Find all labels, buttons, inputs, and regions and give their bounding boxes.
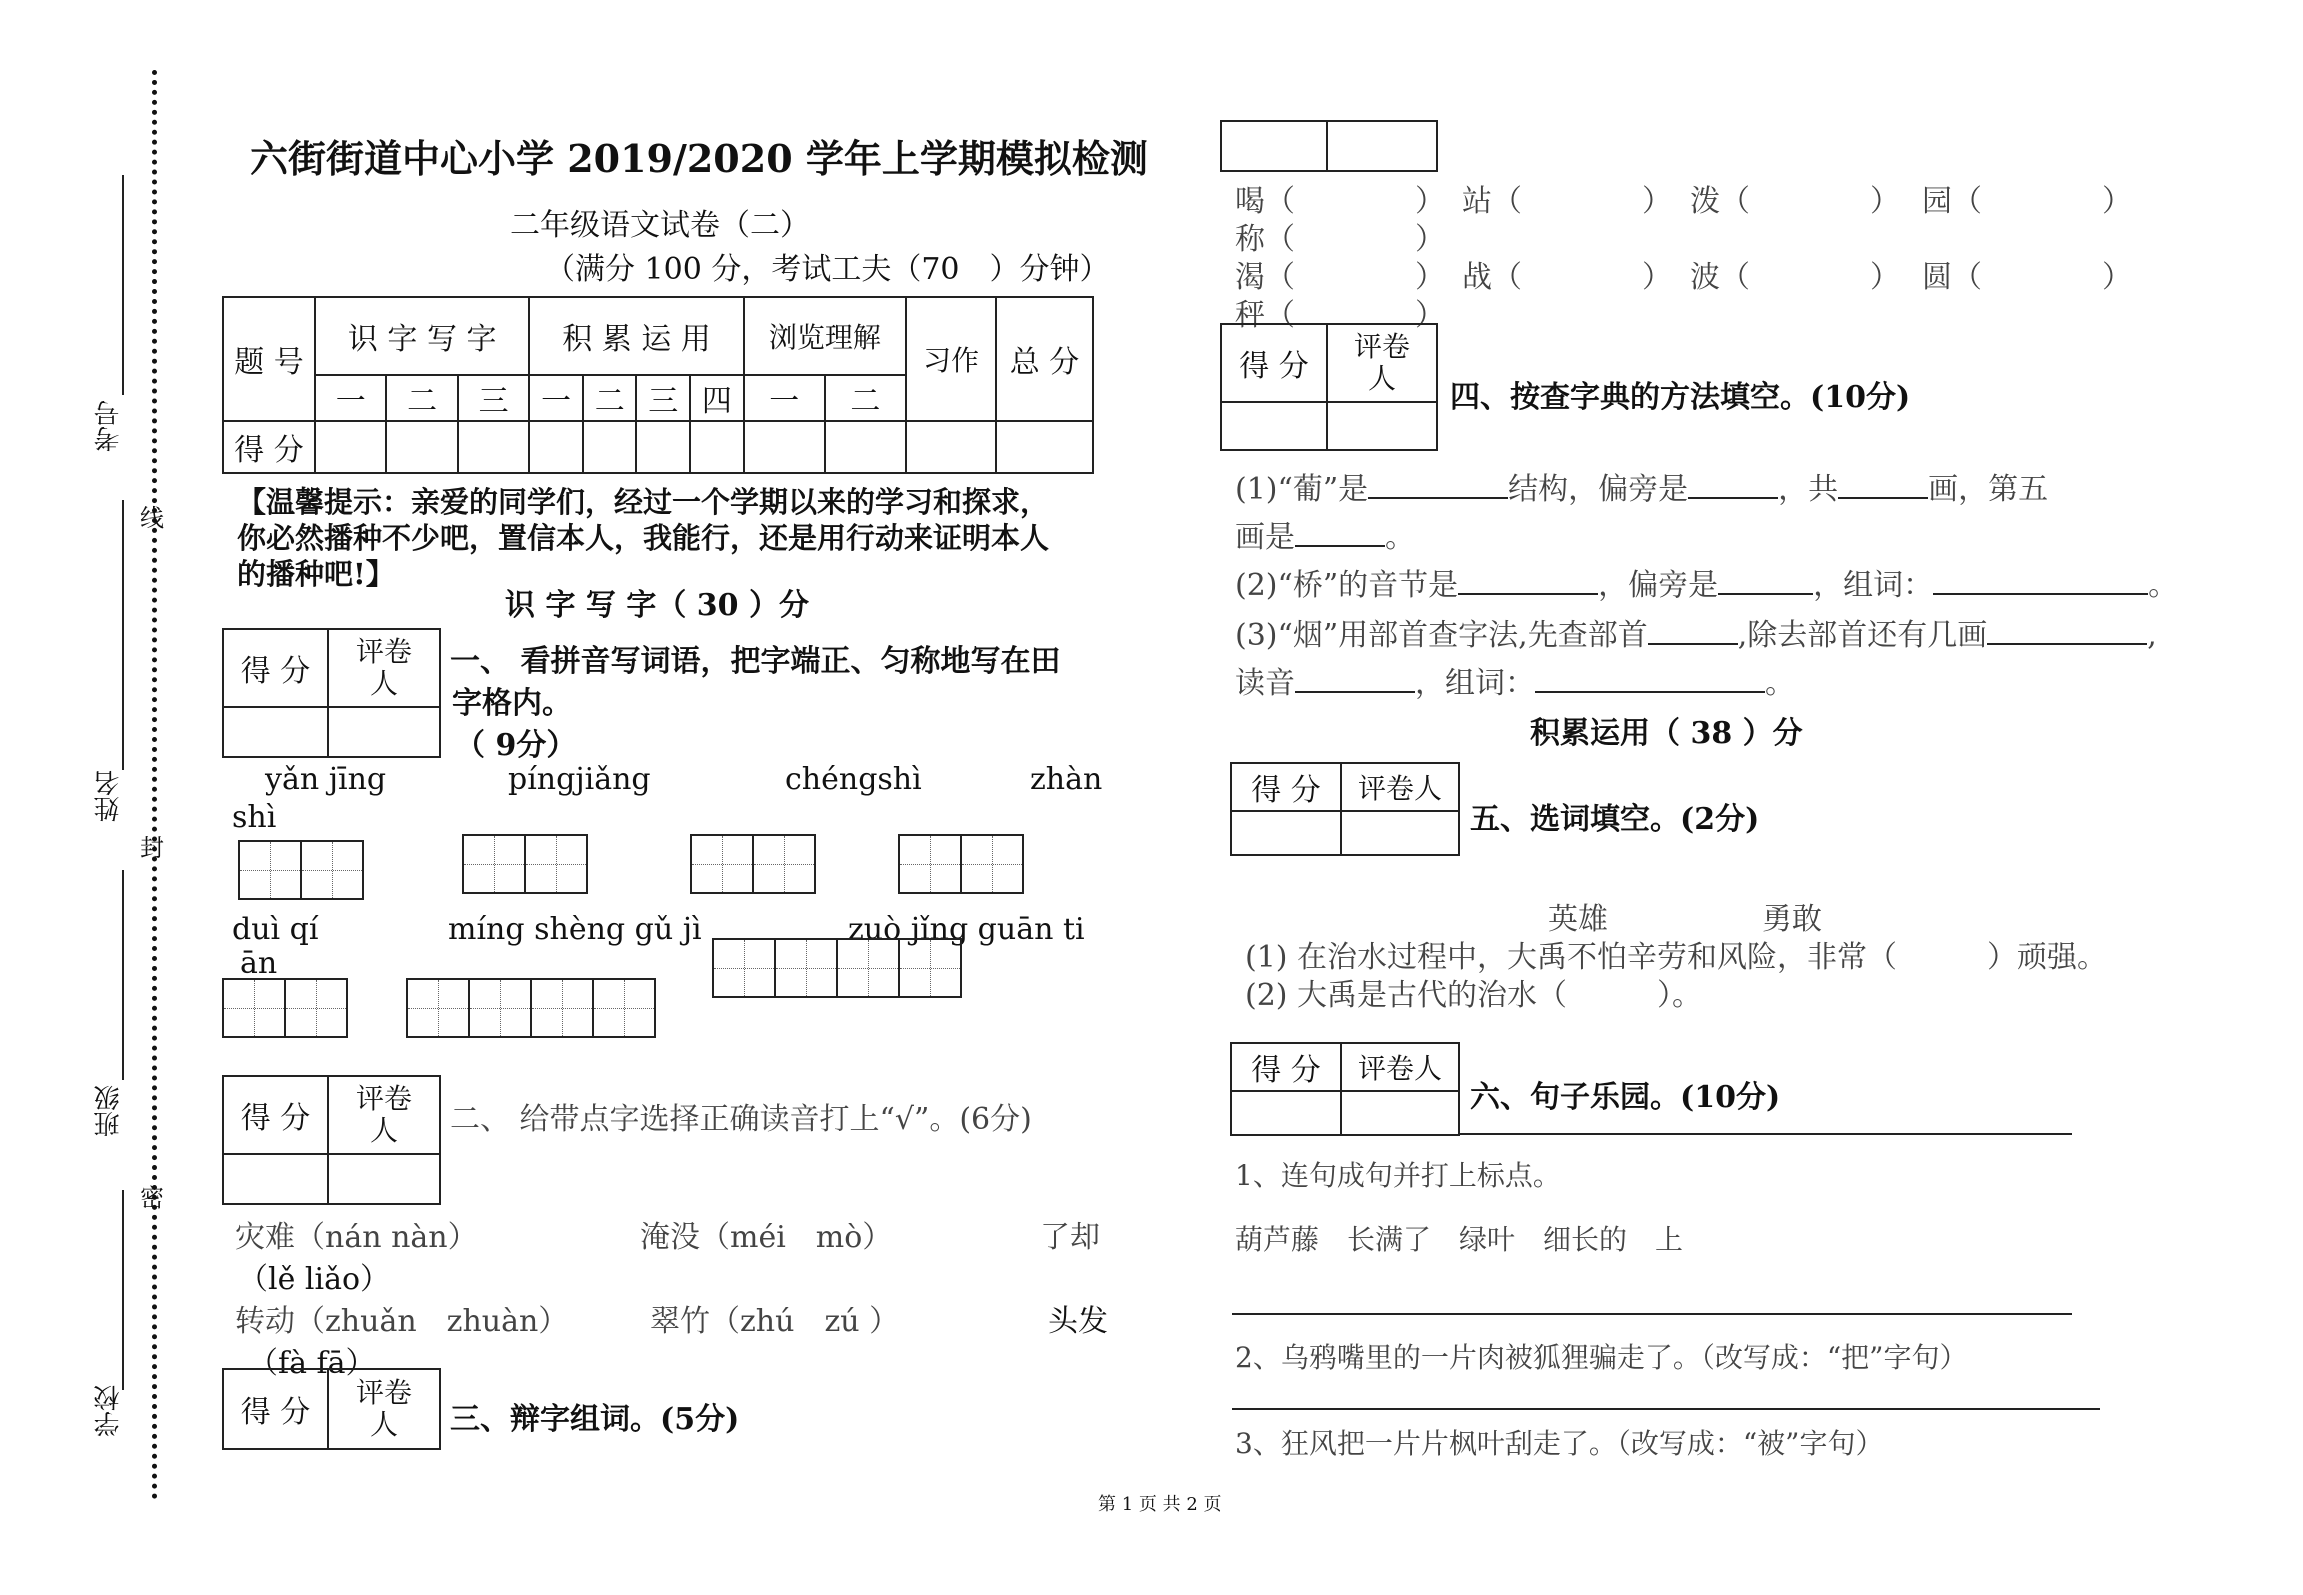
pinyin: shì — [232, 800, 277, 835]
grader-name-cell[interactable] — [328, 707, 440, 757]
grader-label: 评卷 人 — [328, 1076, 440, 1154]
grader-label: 评卷 人 — [328, 1369, 440, 1449]
grader-name-cell[interactable] — [1327, 402, 1437, 450]
score-table-group-reading: 浏览理解 — [744, 297, 906, 375]
grader-box-q1 — [222, 628, 441, 758]
score-cell[interactable] — [583, 421, 637, 473]
score-row-label: 得 分 — [223, 421, 315, 473]
school-label: 学校 — [94, 1385, 124, 1437]
tip-line: 【温馨提示：亲爱的同学们，经过一个学期以来的学习和探求， — [237, 485, 1050, 519]
q4-instruction: 四、按查字典的方法填空。(10分) — [1450, 380, 1911, 415]
class-underline — [122, 870, 124, 1080]
q2-instruction: 二、 给带点字选择正确读音打上“√”。(6分) — [450, 1102, 1032, 1137]
tianzige-pair[interactable] — [222, 978, 346, 1038]
exam-number-underline — [122, 175, 124, 395]
grader-label: 评卷人 — [1341, 1043, 1459, 1091]
q4-line2: 画是 。 — [1235, 520, 1415, 555]
q6-item1-words: 葫芦藤 长满了 绿叶 细长的 上 — [1235, 1223, 1684, 1256]
tip-line: 你必然播种不少吧，置信本人，我能行，还是用行动来证明本人 — [237, 521, 1050, 555]
q5-sentence: (2) 大禹是古代的治水（ ）。 — [1245, 978, 1703, 1013]
word-pair: 站（ ） — [1462, 184, 1672, 219]
seal-char-line: 线 — [140, 504, 164, 532]
score-cell[interactable] — [386, 421, 457, 473]
grader-score-label: 得 分 — [223, 1076, 328, 1154]
seal-char-seal: 封 — [140, 834, 164, 862]
reading-option: （lě liǎo） — [238, 1262, 391, 1297]
word-choice: 勇敢 — [1762, 902, 1822, 937]
score-table-sub: 四 — [690, 375, 744, 421]
box-cell[interactable] — [1221, 121, 1327, 171]
score-table-sub: 一 — [315, 375, 386, 421]
pinyin: zuò jǐng guān ti — [848, 912, 1085, 947]
reading-option: 翠竹（zhú zú ） — [650, 1304, 900, 1339]
word-pair: 称（ ） — [1235, 222, 1445, 257]
reading-option: 了却 — [1040, 1220, 1100, 1255]
word-pair: 秤（ ） — [1235, 298, 1445, 333]
exam-info: （满分 100 分，考试工夫（70 ）分钟） — [545, 252, 1110, 287]
name-label: 姓名 — [94, 770, 124, 822]
seal-char-secret: 密 — [140, 1184, 164, 1212]
score-table-group-literacy: 识 字 写 字 — [315, 297, 529, 375]
grader-score-cell[interactable] — [1221, 402, 1327, 450]
score-table-sub: 三 — [636, 375, 690, 421]
q4-line5: 读音 ，组词： 。 — [1235, 666, 1795, 701]
empty-score-box — [1220, 120, 1438, 172]
grader-score-cell[interactable] — [1231, 1091, 1341, 1135]
tianzige-quad[interactable] — [406, 978, 654, 1038]
pinyin: zhàn — [1030, 762, 1103, 797]
q1-instruction: 一、 看拼音写词语，把字端正、匀称地写在田 — [450, 644, 1061, 679]
reading-option: 淹没（méi mò） — [640, 1220, 893, 1255]
score-table-sub: 一 — [529, 375, 583, 421]
q4-line4: (3)“烟”用部首查字法,先查部首 ,除去部首还有几画 , — [1235, 618, 2157, 653]
q5-instruction: 五、选词填空。(2分) — [1470, 802, 1760, 837]
score-table-group-total: 总 分 — [996, 297, 1093, 421]
grader-name-cell[interactable] — [328, 1154, 440, 1204]
reading-option: 灾难（nán nàn） — [235, 1220, 478, 1255]
pinyin: ān — [240, 946, 278, 981]
q1-points: （ 9分） — [455, 728, 577, 763]
section-heading-literacy: 识 字 写 字（ 30 ）分 — [505, 588, 809, 623]
score-cell[interactable] — [458, 421, 529, 473]
word-pair: 泼（ ） — [1690, 184, 1900, 219]
subtitle: 二年级语文试卷（二） — [510, 208, 810, 243]
grader-label: 评卷 人 — [328, 629, 440, 707]
q3-instruction: 三、辩字组词。(5分) — [450, 1402, 740, 1437]
tianzige-pair[interactable] — [898, 834, 1022, 894]
score-cell[interactable] — [744, 421, 825, 473]
grader-name-cell[interactable] — [1341, 811, 1459, 855]
box-cell[interactable] — [1327, 121, 1437, 171]
reading-option: 转动（zhuǎn zhuàn） — [235, 1304, 569, 1339]
word-pair: 战（ ） — [1462, 260, 1672, 295]
pinyin: píngjiǎng — [508, 762, 651, 797]
grader-score-cell[interactable] — [1231, 811, 1341, 855]
score-cell[interactable] — [636, 421, 690, 473]
score-table-sub: 三 — [458, 375, 529, 421]
answer-line[interactable] — [1232, 1408, 2100, 1410]
binding-dotted-line — [152, 70, 157, 1500]
score-cell[interactable] — [315, 421, 386, 473]
school-underline — [122, 1190, 124, 1390]
score-table-group-writing: 习作 — [906, 297, 996, 421]
tip-box — [237, 484, 1049, 592]
grader-score-label: 得 分 — [223, 1369, 328, 1449]
grader-label: 评卷 人 — [1327, 324, 1437, 402]
q6-item2: 2、乌鸦嘴里的一片肉被狐狸骗走了。（改写成：“把”字句） — [1235, 1341, 1968, 1374]
q1-instruction-cont: 字格内。 — [452, 686, 572, 721]
word-choice: 英雄 — [1548, 902, 1608, 937]
class-label: 班级 — [94, 1085, 124, 1137]
q4-line1: (1)“葡”是 结构，偏旁是 ，共 画，第五 — [1235, 472, 2049, 507]
score-cell[interactable] — [825, 421, 906, 473]
q6-item1: 1、连句成句并打上标点。 — [1235, 1159, 1561, 1192]
score-table-sub: 一 — [744, 375, 825, 421]
pinyin: chéngshì — [785, 762, 922, 797]
score-table-group-accumulation: 积 累 运 用 — [529, 297, 743, 375]
pinyin: duì qí — [232, 912, 319, 947]
word-pair: 圆（ ） — [1922, 260, 2132, 295]
answer-line[interactable] — [1232, 1313, 2072, 1315]
word-pair: 渴（ ） — [1235, 260, 1445, 295]
grader-score-label: 得 分 — [1231, 763, 1341, 811]
q4-line3: (2)“桥”的音节是 ，偏旁是 ，组词： 。 — [1235, 568, 2179, 603]
pinyin: yǎn jīng — [265, 762, 387, 797]
exam-number-label: 考号 — [94, 400, 124, 452]
pinyin: míng shèng gǔ jì — [448, 912, 702, 947]
score-table-sub: 二 — [386, 375, 457, 421]
grader-box-q4 — [1220, 323, 1438, 451]
grader-box-q6 — [1230, 1042, 1460, 1136]
q5-sentence: (1) 在治水过程中，大禹不怕辛劳和风险，非常（ ）顽强。 — [1245, 940, 2108, 975]
tip-line: 的播种吧!】 — [237, 557, 395, 591]
grader-score-cell[interactable] — [223, 1154, 328, 1204]
score-cell[interactable] — [996, 421, 1093, 473]
reading-option: 头发 — [1048, 1304, 1108, 1339]
score-table-sub: 二 — [825, 375, 906, 421]
tianzige-quad[interactable] — [712, 938, 960, 998]
name-underline — [122, 500, 124, 770]
grader-score-cell[interactable] — [223, 707, 328, 757]
score-table-sub: 二 — [583, 375, 637, 421]
reading-option: （fà fā） — [248, 1346, 376, 1381]
grader-box-q2 — [222, 1075, 441, 1205]
word-pair: 波（ ） — [1690, 260, 1900, 295]
grader-score-label: 得 分 — [223, 629, 328, 707]
grader-score-label: 得 分 — [1231, 1043, 1341, 1091]
score-cell[interactable] — [690, 421, 744, 473]
q6-rule — [1460, 1133, 2072, 1135]
q6-instruction: 六、句子乐园。(10分) — [1470, 1080, 1781, 1115]
grader-box-q5 — [1230, 762, 1460, 856]
page-footer: 第 1 页 共 2 页 — [1098, 1494, 1222, 1515]
word-pair: 喝（ ） — [1235, 184, 1445, 219]
word-pair: 园（ ） — [1922, 184, 2132, 219]
tianzige-pair[interactable] — [690, 834, 814, 894]
grader-name-cell[interactable] — [1341, 1091, 1459, 1135]
score-table — [222, 296, 1094, 474]
tianzige-pair[interactable] — [462, 834, 586, 894]
grader-score-label: 得 分 — [1221, 324, 1327, 402]
score-cell[interactable] — [529, 421, 583, 473]
grader-label: 评卷人 — [1341, 763, 1459, 811]
grader-box-q3 — [222, 1368, 441, 1450]
page-title: 六街街道中心小学 2019/2020 学年上学期模拟检测 — [250, 136, 1148, 181]
score-cell[interactable] — [906, 421, 996, 473]
tianzige-pair[interactable] — [238, 840, 362, 900]
section-heading-accumulation: 积累运用（ 38 ）分 — [1530, 716, 1803, 751]
q6-item3: 3、狂风把一片片枫叶刮走了。（改写成：“被”字句） — [1235, 1427, 1884, 1460]
score-table-header: 题 号 — [223, 297, 315, 421]
